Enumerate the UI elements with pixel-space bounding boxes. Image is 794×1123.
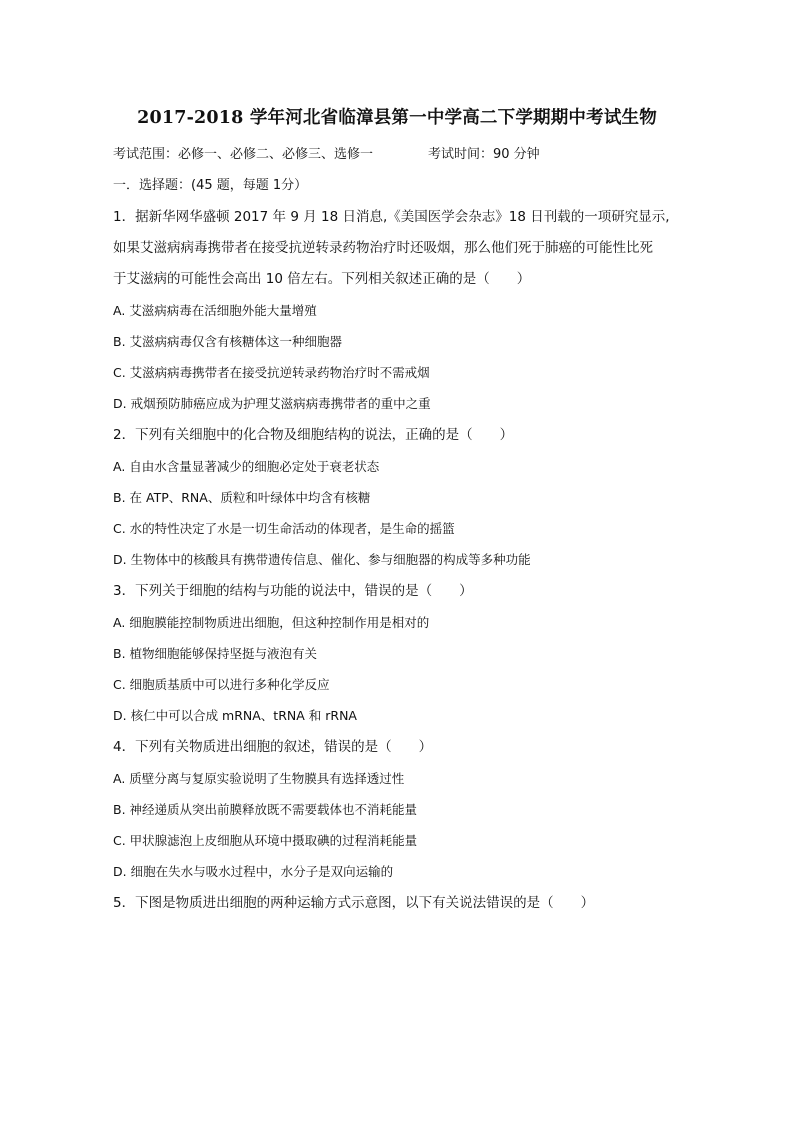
- question-4-option-d: D. 细胞在失水与吸水过程中，水分子是双向运输的: [113, 864, 394, 879]
- question-1-stem-line-1: 1．据新华网华盛顿 2017 年 9 月 18 日消息,《美国医学会杂志》18 日刊载的一项研究显示,: [113, 209, 670, 225]
- question-2-option-c: C. 水的特性决定了水是一切生命活动的体现者，是生命的摇篮: [113, 521, 455, 536]
- question-5-stem: 5．下图是物质进出细胞的两种运输方式示意图，以下有关说法错误的是（ ）: [113, 895, 595, 911]
- question-3-option-a: A. 细胞膜能控制物质进出细胞，但这种控制作用是相对的: [113, 615, 430, 630]
- question-3-option-c: C. 细胞质基质中可以进行多种化学反应: [113, 677, 330, 692]
- question-1-option-a: A. 艾滋病病毒在活细胞外能大量增殖: [113, 303, 317, 318]
- question-2-option-d: D. 生物体中的核酸具有携带遗传信息、催化、参与细胞器的构成等多种功能: [113, 552, 531, 567]
- exam-scope: 考试范围：必修一、必修二、必修三、选修一: [113, 147, 374, 162]
- question-4-option-a: A. 质壁分离与复原实验说明了生物膜具有选择透过性: [113, 771, 405, 786]
- question-2-option-b: B. 在 ATP、RNA、质粒和叶绿体中均含有核糖: [113, 490, 371, 505]
- question-1-option-d: D. 戒烟预防肺癌应成为护理艾滋病病毒携带者的重中之重: [113, 396, 431, 411]
- question-4-stem: 4．下列有关物质进出细胞的叙述，错误的是（ ）: [113, 739, 433, 755]
- question-2-stem: 2．下列有关细胞中的化合物及细胞结构的说法，正确的是（ ）: [113, 427, 514, 443]
- question-1-stem-line-3: 于艾滋病的可能性会高出 10 倍左右。下列相关叙述正确的是（ ）: [113, 271, 531, 287]
- question-3-option-b: B. 植物细胞能够保持坚挺与液泡有关: [113, 646, 318, 661]
- question-1-stem-line-2: 如果艾滋病病毒携带者在接受抗逆转录药物治疗时还吸烟，那么他们死于肺癌的可能性比死: [113, 240, 653, 256]
- exam-time-wrap: [428, 146, 540, 164]
- question-1-option-c: C. 艾滋病病毒携带者在接受抗逆转录药物治疗时不需戒烟: [113, 365, 430, 380]
- question-1-option-b: B. 艾滋病病毒仅含有核糖体这一种细胞器: [113, 334, 343, 349]
- exam-time: 考试时间：90 分钟: [428, 147, 540, 162]
- section-heading: 一．选择题：(45 题，每题 1分）: [113, 178, 308, 193]
- question-4-option-b: B. 神经递质从突出前膜释放既不需要载体也不消耗能量: [113, 802, 418, 817]
- exam-title: 2017-2018 学年河北省临漳县第一中学高二下学期期中考试生物: [137, 108, 657, 128]
- exam-meta: [113, 146, 373, 164]
- question-3-option-d: D. 核仁中可以合成 mRNA、tRNA 和 rRNA: [113, 708, 357, 723]
- question-4-option-c: C. 甲状腺滤泡上皮细胞从环境中摄取碘的过程消耗能量: [113, 833, 418, 848]
- question-3-stem: 3．下列关于细胞的结构与功能的说法中，错误的是（ ）: [113, 583, 473, 599]
- question-2-option-a: A. 自由水含量显著减少的细胞必定处于衰老状态: [113, 459, 380, 474]
